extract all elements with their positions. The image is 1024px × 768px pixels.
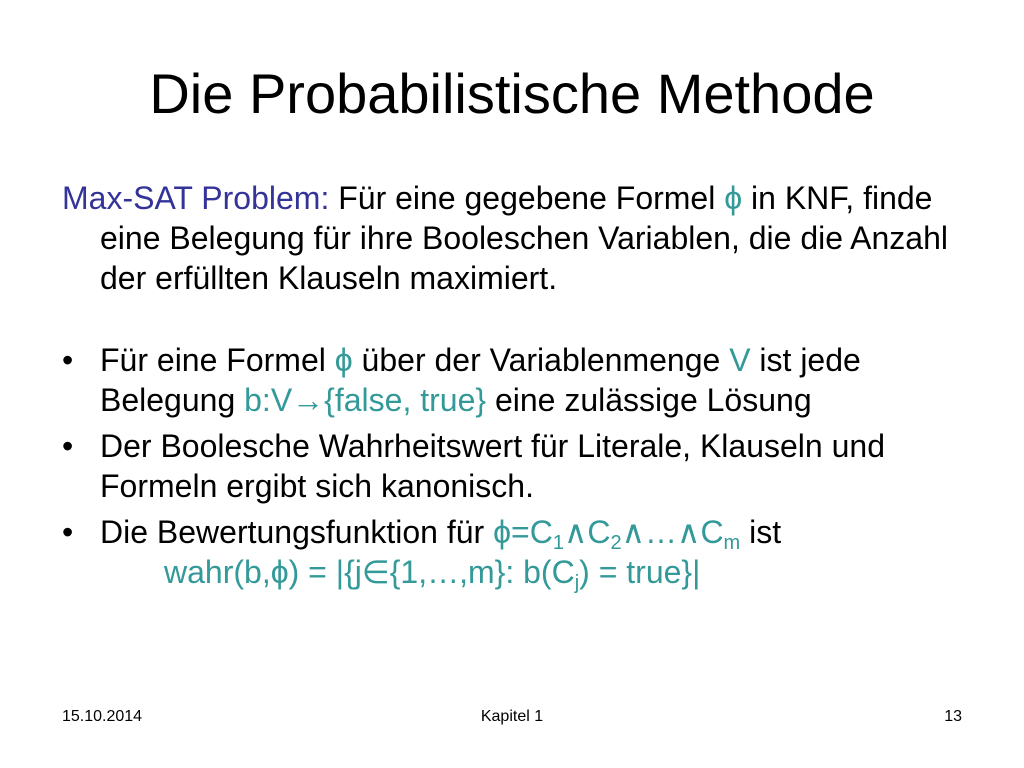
intro-text-1: Für eine gegebene Formel (329, 180, 725, 216)
subscript-1: 1 (552, 532, 564, 554)
bullet-3-text-2: ist (740, 514, 782, 550)
bullet-item-bewertungsfunktion (62, 512, 962, 552)
intro-text-2: in KNF, finde eine Belegung für ihre Booleschen Variablen, die die Anzahl der erfüllten Klauseln maximiert. (100, 180, 948, 296)
bullet-1-text-4: eine zulässige Lösung (486, 382, 812, 418)
subscript-j: j (574, 572, 580, 594)
slide-title: Die Probabilistische Methode (149, 62, 875, 125)
bullet-marker: • (62, 342, 74, 378)
formula-part: ∧…∧C (621, 514, 724, 550)
bullet-2-text: Der Boolesche Wahrheitswert für Literale, Klauseln und Formeln ergibt sich kanonisch. (100, 428, 885, 504)
formula-part: ) = true}| (579, 554, 701, 590)
bullet-3-text-1: Die Bewertungsfunktion für (100, 514, 494, 550)
formula-phi (493, 514, 741, 554)
wahr-formula (62, 552, 962, 592)
formula-part: ∧C (563, 514, 611, 550)
bullet-item-belegung (62, 340, 962, 420)
footer-chapter: Kapitel 1 (480, 708, 544, 725)
bullet-marker: • (62, 514, 74, 550)
bullet-1-text-2: über der Variablenmenge (352, 342, 730, 378)
mapping-formula: b:V→{false, true} (244, 382, 487, 418)
bullet-1-text-1: Für eine Formel (100, 342, 335, 378)
phi-symbol: ϕ (334, 342, 353, 378)
formula-part: wahr(b,ϕ) = |{j∈{1,…,m}: b(C (164, 554, 575, 590)
footer-date: 15.10.2014 (62, 708, 143, 725)
bullet-marker: • (62, 428, 74, 464)
subscript-2: 2 (610, 532, 622, 554)
phi-symbol: ϕ (724, 180, 743, 216)
subscript-m: m (723, 532, 741, 554)
variable-set-v: V (729, 342, 751, 378)
intro-paragraph (62, 178, 962, 298)
max-sat-label: Max-SAT Problem: (62, 180, 330, 216)
bullet-item-wahrheitswert (62, 426, 962, 506)
bullet-1-text-3: ist jede Belegung (100, 342, 861, 418)
formula-part: ϕ=C (493, 514, 553, 550)
spacer (62, 298, 962, 340)
slide-body (62, 178, 962, 592)
footer-page-number: 13 (944, 708, 962, 725)
